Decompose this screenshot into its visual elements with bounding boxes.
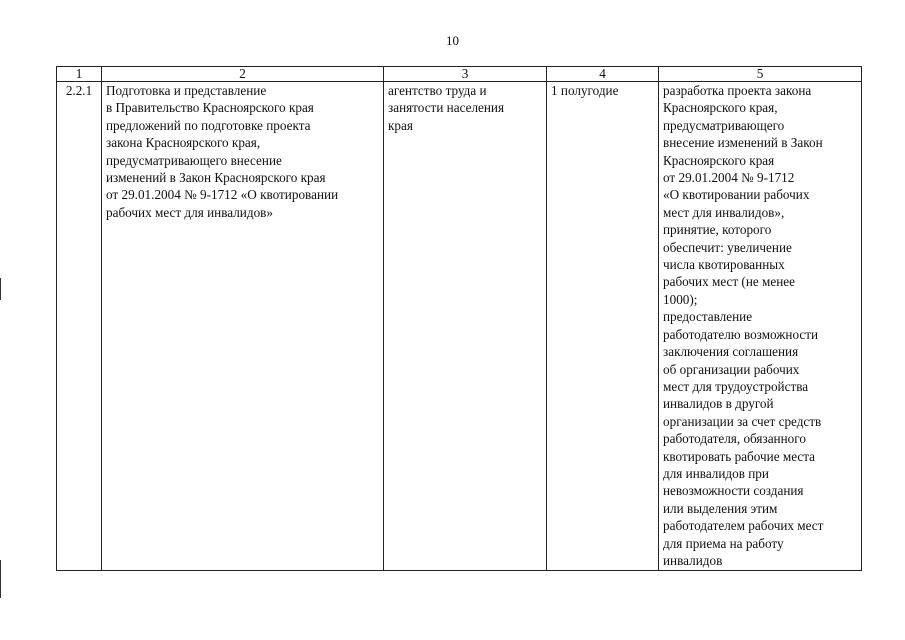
row-number: 2.2.1 [65, 83, 93, 98]
row-number-cell [57, 82, 102, 571]
page-number: 10 [446, 33, 459, 48]
column-header-4: 4 [547, 67, 659, 82]
scan-edge-mark-bottom [0, 560, 1, 598]
column-header-3: 3 [384, 67, 547, 82]
column-header-5: 5 [659, 67, 862, 82]
executor-cell [384, 82, 547, 571]
measures-table [56, 66, 862, 571]
deadline-text: 1 полугодие [551, 83, 619, 98]
result-text: разработка проекта закона Красноярского края, предусматривающего внесение изменений в Закон Красноярского края от 29.01.2004 № 9-1712 «О квотировании рабочих мест для инвалидов», принятие, которого обеспечит: увеличение числа квотированных рабочих мест (не менее 1000); предоставление работодателю возможности заключения соглашения об организации рабочих мест для трудоустройства инвалидов в другой организации за счет средств работодателя, обязанного квотировать рабочие места для инвалидов при невозможности создания или выделения этим работодателем рабочих мест для приема на работу инвалидов [663, 83, 824, 568]
deadline-cell [547, 82, 659, 571]
column-header-2: 2 [102, 67, 384, 82]
table-header-row [57, 67, 862, 82]
column-header-1: 1 [57, 67, 102, 82]
table-row [57, 82, 862, 571]
measure-text: Подготовка и представление в Правительство Красноярского края предложений по подготовке проекта закона Красноярского края, предусматривающего внесение изменений в Закон Красноярского края от 29.01.2004 № 9-1712 «О квотировании рабочих мест для инвалидов» [106, 83, 339, 220]
measure-cell [102, 82, 384, 571]
executor-text: агентство труда и занятости населения края [388, 83, 505, 133]
result-cell [659, 82, 862, 571]
scan-edge-mark-top [0, 278, 1, 300]
